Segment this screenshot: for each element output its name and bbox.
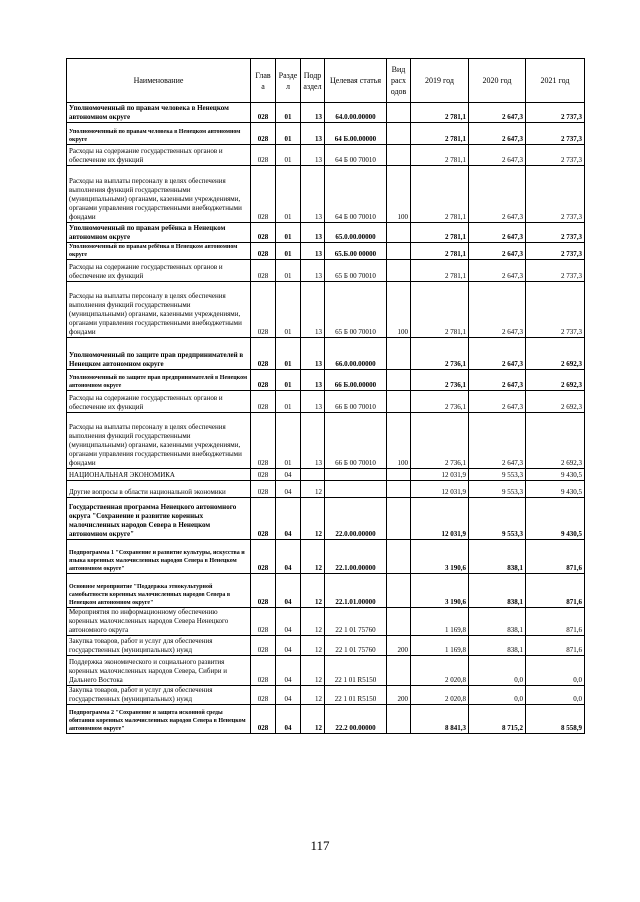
cell-subsection: 12 <box>301 686 325 705</box>
cell-2021: 2 737,3 <box>526 282 585 338</box>
table-row <box>67 223 585 243</box>
cell-2020: 2 647,3 <box>469 103 526 123</box>
cell-chapter: 028 <box>251 656 276 686</box>
cell-name: Уполномоченный по правам ребёнка в Ненецком автономном округе <box>67 243 251 260</box>
table-row <box>67 260 585 282</box>
cell-2020: 9 553,3 <box>469 481 526 498</box>
cell-section: 04 <box>276 705 301 734</box>
cell-2019: 2 781,1 <box>411 145 469 166</box>
cell-2020: 9 553,3 <box>469 498 526 540</box>
cell-2020: 2 647,3 <box>469 145 526 166</box>
budget-table <box>66 58 585 734</box>
cell-subsection: 13 <box>301 223 325 243</box>
cell-target: 22 1 01 75760 <box>325 608 387 636</box>
cell-name: Расходы на содержание государственных органов и обеспечение их функций <box>67 260 251 282</box>
cell-name: Поддержка экономического и социального развития коренных малочисленных народов Севера, Сибири и Дальнего Востока <box>67 656 251 686</box>
table-row <box>67 103 585 123</box>
cell-subsection: 13 <box>301 123 325 145</box>
table-row <box>67 282 585 338</box>
header-expense-type: Вид расх одов <box>387 59 411 103</box>
table-row <box>67 145 585 166</box>
table-body <box>67 103 585 734</box>
cell-chapter: 028 <box>251 498 276 540</box>
cell-section: 04 <box>276 686 301 705</box>
cell-2021: 2 737,3 <box>526 260 585 282</box>
cell-name: Мероприятия по информационному обеспечению коренных малочисленных народов Севера Ненецкого автономного округа <box>67 608 251 636</box>
cell-expense-type <box>387 656 411 686</box>
cell-subsection: 13 <box>301 243 325 260</box>
cell-2019: 3 190,6 <box>411 540 469 574</box>
cell-target: 64 Б 00 70010 <box>325 166 387 223</box>
cell-name: Другие вопросы в области национальной экономики <box>67 481 251 498</box>
cell-chapter: 028 <box>251 574 276 608</box>
cell-chapter: 028 <box>251 282 276 338</box>
table-row <box>67 370 585 391</box>
cell-target: 65 Б 00 70010 <box>325 260 387 282</box>
cell-2019: 3 190,6 <box>411 574 469 608</box>
cell-target: 65 Б 00 70010 <box>325 282 387 338</box>
table-row <box>67 574 585 608</box>
cell-target: 66 Б 00 70010 <box>325 391 387 413</box>
cell-expense-type: 200 <box>387 636 411 656</box>
cell-2020: 2 647,3 <box>469 413 526 469</box>
cell-2019: 2 736,1 <box>411 338 469 370</box>
cell-2019: 12 031,9 <box>411 469 469 481</box>
header-name: Наименование <box>67 59 251 103</box>
cell-2020: 838,1 <box>469 540 526 574</box>
cell-2019: 2 781,1 <box>411 166 469 223</box>
cell-subsection: 13 <box>301 260 325 282</box>
cell-section: 01 <box>276 338 301 370</box>
cell-2019: 2 020,8 <box>411 656 469 686</box>
cell-target: 22.1.01.00000 <box>325 574 387 608</box>
cell-name: Уполномоченный по правам человека в Ненецком автономном округе <box>67 103 251 123</box>
cell-expense-type: 200 <box>387 686 411 705</box>
cell-target: 66 Б.00.00000 <box>325 370 387 391</box>
cell-section: 04 <box>276 540 301 574</box>
cell-chapter: 028 <box>251 391 276 413</box>
cell-subsection: 12 <box>301 540 325 574</box>
cell-name: Расходы на содержание государственных органов и обеспечение их функций <box>67 145 251 166</box>
cell-2021: 2 737,3 <box>526 223 585 243</box>
cell-section: 01 <box>276 413 301 469</box>
cell-chapter: 028 <box>251 103 276 123</box>
cell-section: 01 <box>276 123 301 145</box>
cell-2020: 0,0 <box>469 686 526 705</box>
cell-section: 01 <box>276 391 301 413</box>
cell-2021: 2 692,3 <box>526 391 585 413</box>
cell-name: Закупка товаров, работ и услуг для обеспечения государственных (муниципальных) нужд <box>67 686 251 705</box>
cell-2020: 2 647,3 <box>469 123 526 145</box>
cell-subsection: 12 <box>301 608 325 636</box>
cell-chapter: 028 <box>251 540 276 574</box>
cell-2021: 0,0 <box>526 656 585 686</box>
page-number: 117 <box>310 838 330 853</box>
cell-2019: 12 031,9 <box>411 481 469 498</box>
cell-2019: 2 736,1 <box>411 391 469 413</box>
header-2019: 2019 год <box>411 59 469 103</box>
cell-name: Основное мероприятие "Поддержка этнокультурной самобытности коренных малочисленных народов Севера в Ненецком автономном округе" <box>67 574 251 608</box>
cell-target: 65.0.00.00000 <box>325 223 387 243</box>
cell-expense-type <box>387 338 411 370</box>
cell-name: Подпрограмма 2 "Сохранение и защита исконной среды обитания коренных малочисленных народов Севера в Ненецком автономном округе" <box>67 705 251 734</box>
cell-expense-type <box>387 608 411 636</box>
cell-subsection: 13 <box>301 413 325 469</box>
cell-name: Уполномоченный по защите прав предпринимателей в Ненецком автономном округе <box>67 370 251 391</box>
cell-chapter: 028 <box>251 608 276 636</box>
cell-section: 01 <box>276 223 301 243</box>
cell-chapter: 028 <box>251 469 276 481</box>
cell-2020: 2 647,3 <box>469 243 526 260</box>
cell-2021: 2 737,3 <box>526 166 585 223</box>
table-row <box>67 540 585 574</box>
cell-subsection: 12 <box>301 705 325 734</box>
cell-name: Уполномоченный по защите прав предпринимателей в Ненецком автономном округе <box>67 338 251 370</box>
cell-section: 04 <box>276 469 301 481</box>
cell-2021: 2 692,3 <box>526 370 585 391</box>
table-row <box>67 413 585 469</box>
cell-subsection: 13 <box>301 145 325 166</box>
cell-target <box>325 469 387 481</box>
cell-2021: 871,6 <box>526 636 585 656</box>
cell-target: 64.0.00.00000 <box>325 103 387 123</box>
cell-name: Уполномоченный по правам ребёнка в Ненецком автономном округе <box>67 223 251 243</box>
table-row <box>67 498 585 540</box>
cell-2021: 2 737,3 <box>526 243 585 260</box>
cell-expense-type <box>387 574 411 608</box>
cell-chapter: 028 <box>251 338 276 370</box>
cell-2019: 2 781,1 <box>411 260 469 282</box>
cell-section: 01 <box>276 370 301 391</box>
cell-section: 01 <box>276 145 301 166</box>
budget-table-sheet <box>66 58 584 734</box>
table-header-row <box>67 59 585 103</box>
cell-2019: 2 781,1 <box>411 123 469 145</box>
cell-name: НАЦИОНАЛЬНАЯ ЭКОНОМИКА <box>67 469 251 481</box>
cell-expense-type <box>387 103 411 123</box>
cell-2019: 2 781,1 <box>411 282 469 338</box>
table-row <box>67 243 585 260</box>
cell-expense-type <box>387 469 411 481</box>
cell-chapter: 028 <box>251 481 276 498</box>
cell-2020: 2 647,3 <box>469 260 526 282</box>
cell-2020: 838,1 <box>469 574 526 608</box>
cell-2021: 2 737,3 <box>526 123 585 145</box>
cell-section: 01 <box>276 260 301 282</box>
table-row <box>67 481 585 498</box>
table-row <box>67 338 585 370</box>
cell-target: 64 Б.00.00000 <box>325 123 387 145</box>
cell-2020: 838,1 <box>469 636 526 656</box>
cell-chapter: 028 <box>251 686 276 705</box>
cell-expense-type <box>387 370 411 391</box>
cell-2019: 1 169,8 <box>411 636 469 656</box>
cell-2020: 2 647,3 <box>469 223 526 243</box>
table-row <box>67 608 585 636</box>
cell-expense-type <box>387 498 411 540</box>
cell-2021: 9 430,5 <box>526 469 585 481</box>
cell-chapter: 028 <box>251 636 276 656</box>
cell-target: 22 1 01 R5150 <box>325 686 387 705</box>
cell-subsection: 13 <box>301 166 325 223</box>
cell-chapter: 028 <box>251 705 276 734</box>
cell-target: 64 Б 00 70010 <box>325 145 387 166</box>
cell-section: 04 <box>276 498 301 540</box>
cell-2019: 2 781,1 <box>411 243 469 260</box>
cell-2021: 2 692,3 <box>526 338 585 370</box>
cell-2020: 0,0 <box>469 656 526 686</box>
cell-subsection: 13 <box>301 370 325 391</box>
cell-target: 22.2 00.00000 <box>325 705 387 734</box>
cell-2020: 2 647,3 <box>469 282 526 338</box>
cell-2020: 2 647,3 <box>469 391 526 413</box>
cell-2021: 2 737,3 <box>526 145 585 166</box>
cell-name: Расходы на выплаты персоналу в целях обеспечения выполнения функций государственными (муниципальными) органами, казенными учреждениями, органами управления государственными внебюджетными фондами <box>67 282 251 338</box>
cell-subsection: 12 <box>301 574 325 608</box>
cell-chapter: 028 <box>251 413 276 469</box>
header-chapter: Глав а <box>251 59 276 103</box>
cell-section: 01 <box>276 243 301 260</box>
cell-subsection: 12 <box>301 498 325 540</box>
cell-section: 04 <box>276 481 301 498</box>
cell-expense-type <box>387 243 411 260</box>
cell-expense-type: 100 <box>387 166 411 223</box>
cell-name: Расходы на выплаты персоналу в целях обеспечения выполнения функций государственными (муниципальными) органами, казенными учреждениями, органами управления государственными внебюджетными фондами <box>67 413 251 469</box>
cell-chapter: 028 <box>251 145 276 166</box>
cell-chapter: 028 <box>251 260 276 282</box>
cell-name: Подпрограмма 1 "Сохранение и развитие культуры, искусства и языка коренных малочисленных народов Севера в Ненецком автономном округе" <box>67 540 251 574</box>
cell-2019: 12 031,9 <box>411 498 469 540</box>
table-row <box>67 656 585 686</box>
header-subsection: Подр аздел <box>301 59 325 103</box>
cell-2021: 9 430,5 <box>526 481 585 498</box>
cell-name: Уполномоченный по правам человека в Ненецком автономном округе <box>67 123 251 145</box>
table-row <box>67 469 585 481</box>
cell-subsection: 13 <box>301 338 325 370</box>
table-row <box>67 166 585 223</box>
cell-section: 04 <box>276 608 301 636</box>
cell-expense-type: 100 <box>387 282 411 338</box>
cell-expense-type: 100 <box>387 413 411 469</box>
table-row <box>67 636 585 656</box>
cell-expense-type <box>387 540 411 574</box>
cell-section: 04 <box>276 574 301 608</box>
cell-target: 66.0.00.00000 <box>325 338 387 370</box>
cell-section: 01 <box>276 103 301 123</box>
cell-section: 01 <box>276 166 301 223</box>
cell-name: Закупка товаров, работ и услуг для обеспечения государственных (муниципальных) нужд <box>67 636 251 656</box>
header-section: Разде л <box>276 59 301 103</box>
cell-chapter: 028 <box>251 223 276 243</box>
cell-2020: 838,1 <box>469 608 526 636</box>
cell-subsection: 13 <box>301 103 325 123</box>
cell-expense-type <box>387 145 411 166</box>
cell-target: 65.Б.00 00000 <box>325 243 387 260</box>
cell-2021: 871,6 <box>526 540 585 574</box>
cell-target: 22 1 01 75760 <box>325 636 387 656</box>
cell-2019: 2 781,1 <box>411 103 469 123</box>
cell-chapter: 028 <box>251 166 276 223</box>
cell-2021: 2 692,3 <box>526 413 585 469</box>
cell-expense-type <box>387 223 411 243</box>
cell-target: 66 Б 00 70010 <box>325 413 387 469</box>
cell-chapter: 028 <box>251 370 276 391</box>
cell-2019: 2 020,8 <box>411 686 469 705</box>
cell-subsection: 13 <box>301 391 325 413</box>
cell-subsection: 12 <box>301 481 325 498</box>
cell-2020: 2 647,3 <box>469 338 526 370</box>
cell-expense-type <box>387 391 411 413</box>
cell-2019: 2 781,1 <box>411 223 469 243</box>
cell-2019: 8 841,3 <box>411 705 469 734</box>
cell-2019: 2 736,1 <box>411 370 469 391</box>
table-row <box>67 123 585 145</box>
cell-2020: 8 715,2 <box>469 705 526 734</box>
header-target: Целевая статья <box>325 59 387 103</box>
table-row <box>67 705 585 734</box>
cell-subsection: 12 <box>301 656 325 686</box>
cell-expense-type <box>387 123 411 145</box>
cell-target <box>325 481 387 498</box>
table-row <box>67 686 585 705</box>
cell-target: 22 1 01 R5150 <box>325 656 387 686</box>
cell-name: Расходы на выплаты персоналу в целях обеспечения выполнения функций государственными (муниципальными) органами, казенными учреждениями, органами управления государственными внебюджетными фондами <box>67 166 251 223</box>
header-2021: 2021 год <box>526 59 585 103</box>
cell-2021: 871,6 <box>526 574 585 608</box>
cell-chapter: 028 <box>251 123 276 145</box>
cell-subsection <box>301 469 325 481</box>
cell-target: 22.0.00.00000 <box>325 498 387 540</box>
cell-section: 04 <box>276 636 301 656</box>
header-2020: 2020 год <box>469 59 526 103</box>
cell-name: Государственная программа Ненецкого автономного округа "Сохранение и развитие коренных малочисленных народов Севера в Ненецком автономном округе" <box>67 498 251 540</box>
cell-2019: 2 736,1 <box>411 413 469 469</box>
cell-2019: 1 169,8 <box>411 608 469 636</box>
table-row <box>67 391 585 413</box>
cell-2021: 0,0 <box>526 686 585 705</box>
cell-2020: 2 647,3 <box>469 370 526 391</box>
cell-2021: 2 737,3 <box>526 103 585 123</box>
cell-chapter: 028 <box>251 243 276 260</box>
cell-2020: 2 647,3 <box>469 166 526 223</box>
cell-expense-type <box>387 481 411 498</box>
cell-2020: 9 553,3 <box>469 469 526 481</box>
cell-target: 22.1.00.00000 <box>325 540 387 574</box>
cell-subsection: 13 <box>301 282 325 338</box>
cell-name: Расходы на содержание государственных органов и обеспечение их функций <box>67 391 251 413</box>
cell-2021: 871,6 <box>526 608 585 636</box>
cell-2021: 9 430,5 <box>526 498 585 540</box>
cell-subsection: 12 <box>301 636 325 656</box>
cell-expense-type <box>387 260 411 282</box>
cell-expense-type <box>387 705 411 734</box>
cell-section: 01 <box>276 282 301 338</box>
cell-section: 04 <box>276 656 301 686</box>
cell-2021: 8 558,9 <box>526 705 585 734</box>
